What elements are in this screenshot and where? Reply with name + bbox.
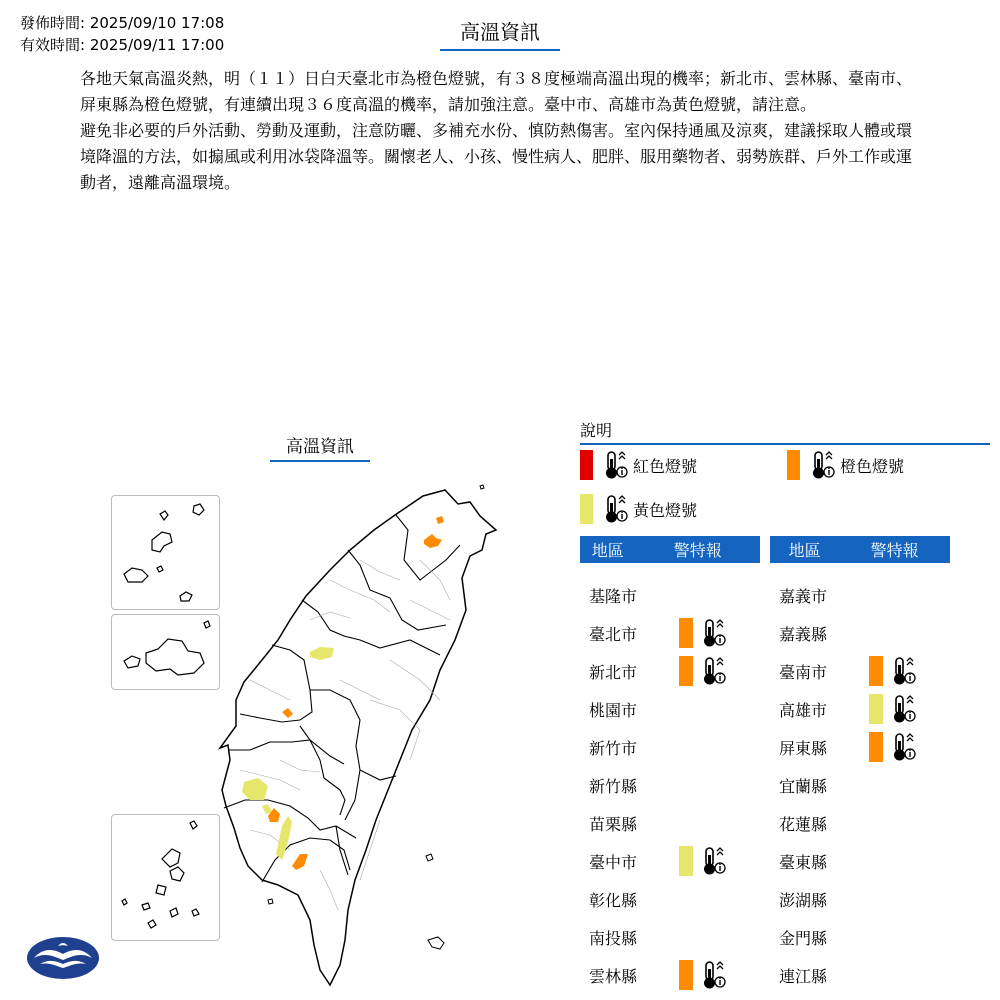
inset-matsu — [111, 495, 220, 610]
table-row — [580, 728, 679, 766]
table-row — [580, 652, 727, 690]
table-row — [580, 614, 727, 652]
orange-swatch — [679, 656, 693, 686]
region-name: 苗栗縣 — [589, 814, 638, 834]
map-title: 高溫資訊 — [270, 432, 370, 462]
warning-signal — [869, 731, 917, 763]
region-name: 澎湖縣 — [779, 890, 828, 910]
warning-signal — [679, 617, 727, 649]
table-row — [580, 690, 679, 728]
description — [80, 66, 915, 196]
valid-time: 有效時間: 2025/09/11 17:00 — [20, 36, 225, 54]
col-region: 地區 — [591, 541, 624, 560]
thermometer-icon — [887, 655, 917, 687]
region-name: 嘉義市 — [779, 586, 828, 606]
region-name: 桃園市 — [589, 700, 638, 720]
legend-yellow-label: 黃色燈號 — [633, 500, 698, 520]
yellow-swatch — [580, 494, 593, 524]
region-name: 嘉義縣 — [779, 624, 828, 644]
thermometer-icon — [887, 693, 917, 725]
table-row — [770, 956, 869, 994]
table-row — [770, 728, 917, 766]
table-row — [770, 652, 917, 690]
legend-orange — [787, 449, 904, 481]
description-paragraph-2: 避免非必要的戶外活動、勞動及運動，注意防曬、多補充水份、慎防熱傷害。室內保持通風及涼爽，建議採取人體或環境降溫的方法，如搧風或利用冰袋降溫等。關懷老人、小孩、慢性病人、肥胖、服用藥物者、弱勢族群、戶外工作或運動者，遠離高溫環境。 — [80, 121, 913, 192]
region-name: 新竹市 — [589, 738, 638, 758]
warning-signal — [679, 959, 727, 991]
inset-penghu — [111, 814, 220, 941]
legend-yellow — [580, 493, 697, 525]
region-name: 宜蘭縣 — [779, 776, 828, 796]
region-name: 新竹縣 — [589, 776, 638, 796]
warning-signal — [679, 845, 727, 877]
table-row — [580, 804, 679, 842]
table-row — [770, 880, 869, 918]
table-row — [770, 766, 869, 804]
thermometer-icon — [697, 655, 727, 687]
legend-title: 說明 — [580, 418, 990, 445]
table-header-right — [770, 536, 950, 563]
region-name: 花蓮縣 — [779, 814, 828, 834]
cwa-logo — [26, 936, 100, 980]
inset-kinmen — [111, 614, 220, 690]
table-row — [770, 804, 869, 842]
warning-signal — [869, 693, 917, 725]
thermometer-icon — [697, 845, 727, 877]
orange-swatch — [787, 450, 800, 480]
region-name: 屏東縣 — [779, 738, 828, 758]
legend-red — [580, 449, 697, 481]
table-row — [770, 842, 869, 880]
warning-signal — [679, 655, 727, 687]
thermometer-icon — [599, 449, 629, 481]
table-row — [770, 614, 869, 652]
red-swatch — [580, 450, 593, 480]
orange-swatch — [679, 618, 693, 648]
taiwan-island-outline — [220, 490, 496, 985]
taiwan-map — [215, 480, 505, 1000]
region-name: 高雄市 — [779, 700, 828, 720]
col-region: 地區 — [788, 541, 821, 560]
yellow-swatch — [869, 694, 883, 724]
col-warning: 警特報 — [673, 541, 722, 560]
thermometer-icon — [697, 959, 727, 991]
warning-signal — [869, 655, 917, 687]
table-row — [580, 766, 679, 804]
yellow-swatch — [679, 846, 693, 876]
table-row — [770, 690, 917, 728]
col-warning: 警特報 — [870, 541, 919, 560]
region-name: 彰化縣 — [589, 890, 638, 910]
thermometer-icon — [887, 731, 917, 763]
region-name: 新北市 — [589, 662, 638, 682]
orange-swatch — [679, 960, 693, 990]
region-name: 臺南市 — [779, 662, 828, 682]
thermometer-icon — [806, 449, 836, 481]
table-header-left — [580, 536, 760, 563]
region-name: 南投縣 — [589, 928, 638, 948]
region-name: 金門縣 — [779, 928, 828, 948]
thermometer-icon — [599, 493, 629, 525]
orange-swatch — [869, 732, 883, 762]
region-name: 雲林縣 — [589, 966, 638, 986]
table-row — [580, 842, 727, 880]
legend-red-label: 紅色燈號 — [633, 456, 698, 476]
region-name: 臺中市 — [589, 852, 638, 872]
legend-orange-label: 橙色燈號 — [840, 456, 905, 476]
table-row — [580, 918, 679, 956]
table-row — [770, 918, 869, 956]
page-title: 高溫資訊 — [440, 16, 560, 51]
table-row — [580, 956, 727, 994]
description-paragraph-1: 各地天氣高溫炎熱，明（１１）日白天臺北市為橙色燈號，有３８度極端高溫出現的機率；新北市、雲林縣、臺南市、屏東縣為橙色燈號，有連續出現３６度高溫的機率，請加強注意。臺中市、高雄市為黃色燈號，請注意。 — [80, 69, 913, 114]
region-name: 臺東縣 — [779, 852, 828, 872]
table-row — [580, 576, 679, 614]
thermometer-icon — [697, 617, 727, 649]
table-row — [580, 880, 679, 918]
issue-time: 發佈時間: 2025/09/10 17:08 — [20, 14, 225, 32]
table-row — [770, 576, 869, 614]
region-name: 連江縣 — [779, 966, 828, 986]
region-name: 臺北市 — [589, 624, 638, 644]
orange-swatch — [869, 656, 883, 686]
region-name: 基隆市 — [589, 586, 638, 606]
